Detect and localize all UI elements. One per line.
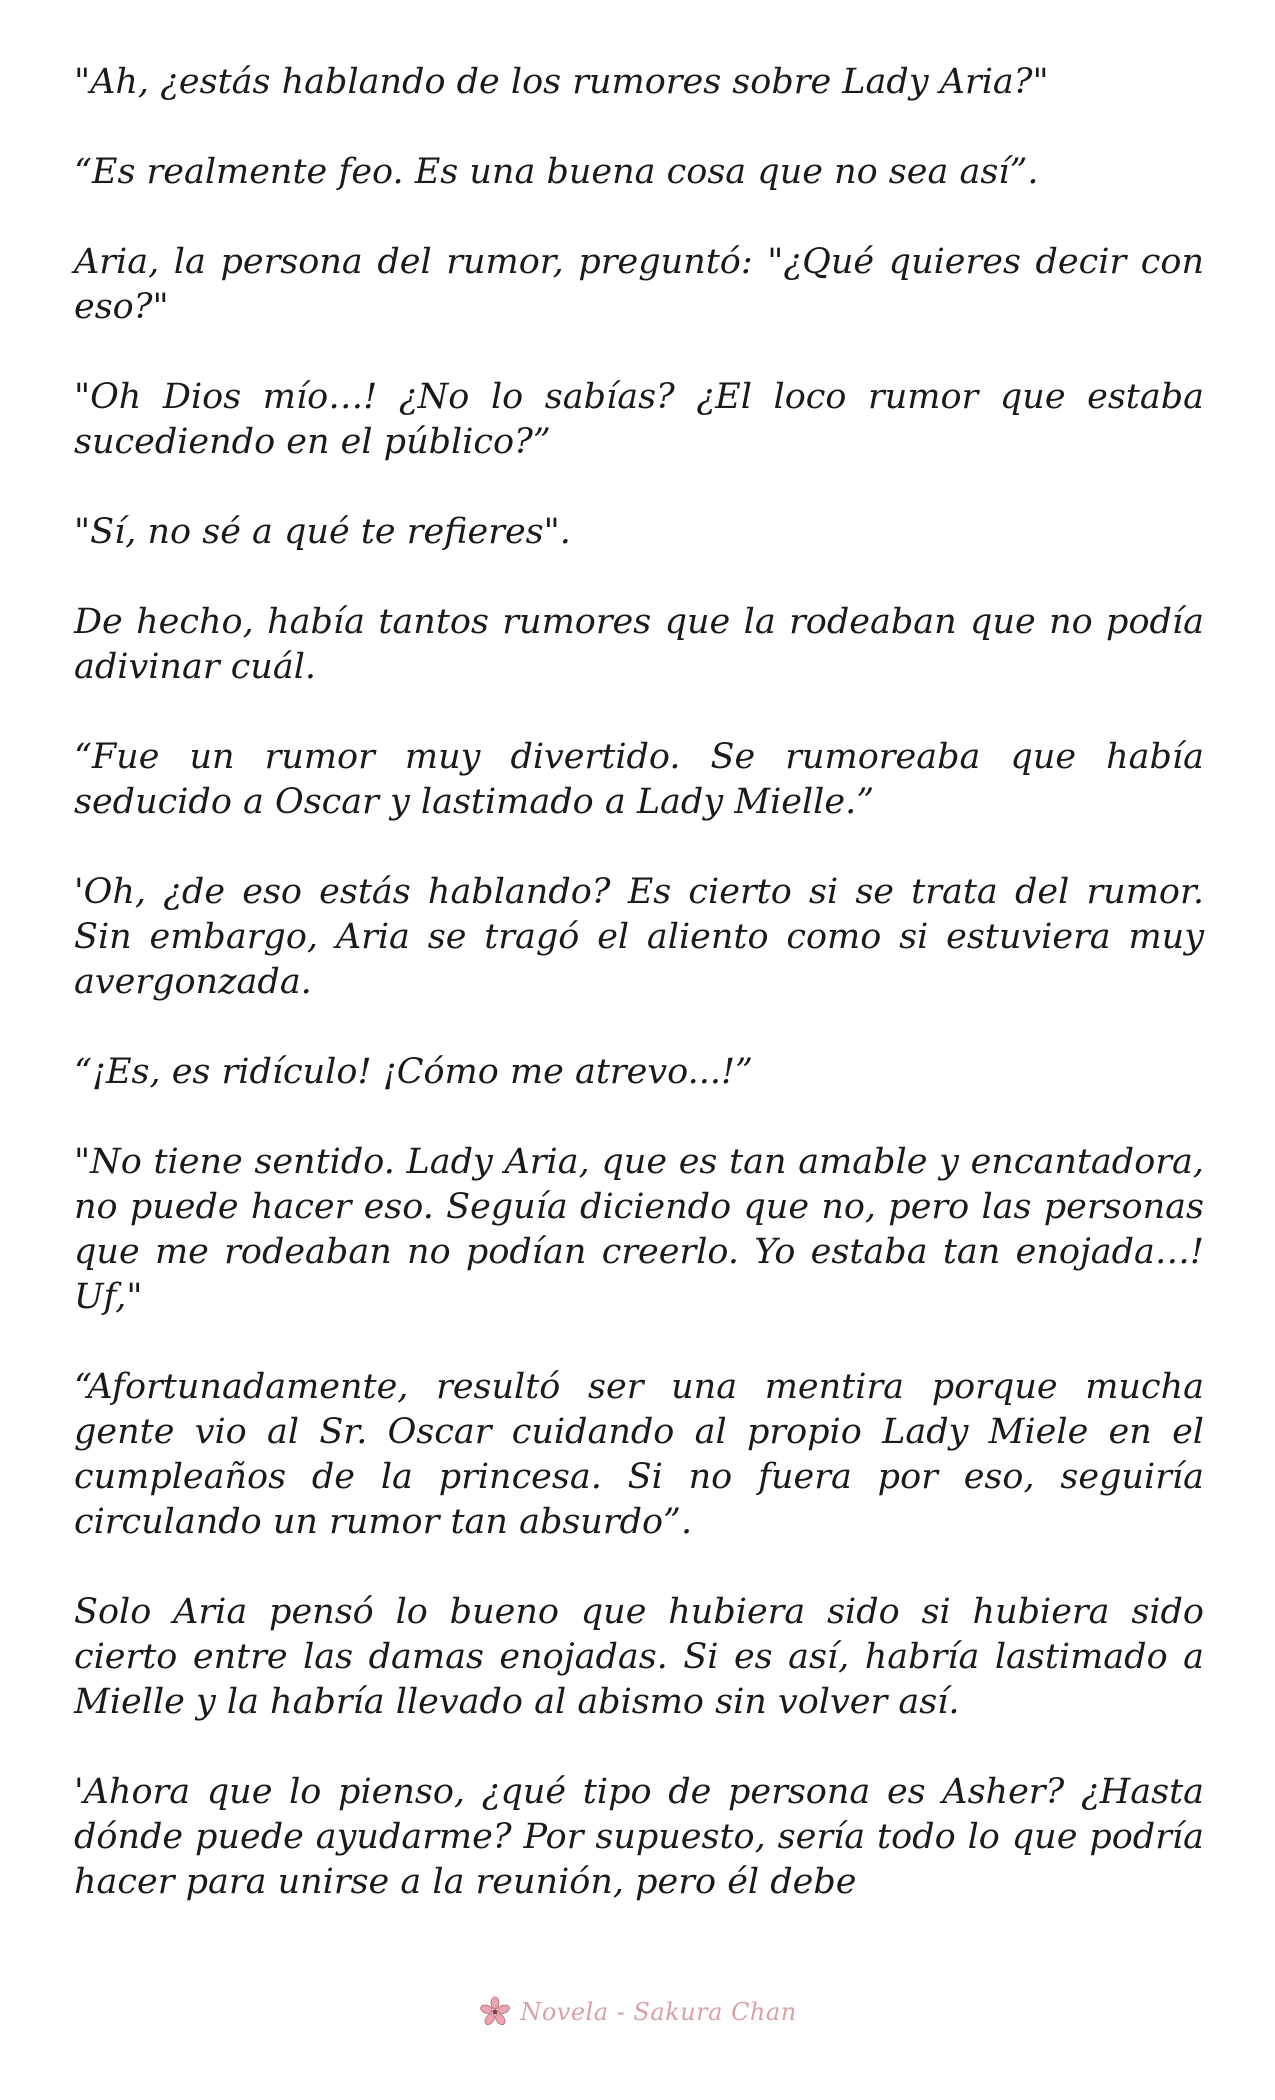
- paragraph-6: De hecho, había tantos rumores que la rodeaban que no podía adivinar cuál.: [74, 602, 1204, 687]
- paragraph-1: "Ah, ¿estás hablando de los rumores sobre Lady Aria?": [74, 62, 1049, 102]
- sakura-flower-icon: [478, 1995, 512, 2029]
- document-body: [74, 60, 1204, 1950]
- paragraph-10: "No tiene sentido. Lady Aria, que es tan amable y encantadora, no puede hacer eso. Seguía diciendo que no, pero las personas que me rodeaban no podían creerlo. Yo estaba tan enojada…! Uf,": [74, 1142, 1204, 1317]
- paragraph-8: 'Oh, ¿de eso estás hablando? Es cierto si se trata del rumor. Sin embargo, Aria se tragó el aliento como si estuviera muy avergonzada.: [74, 872, 1204, 1002]
- watermark: [0, 1992, 1275, 2032]
- paragraph-5: "Sí, no sé a qué te refieres".: [74, 512, 571, 552]
- paragraph-13: 'Ahora que lo pienso, ¿qué tipo de persona es Asher? ¿Hasta dónde puede ayudarme? Por supuesto, sería todo lo que podría hacer para unirse a la reunión, pero él debe: [74, 1772, 1204, 1902]
- paragraph-2: “Es realmente feo. Es una buena cosa que no sea así”.: [74, 152, 1039, 192]
- paragraph-9: “¡Es, es ridículo! ¡Cómo me atrevo...!”: [74, 1052, 753, 1092]
- paragraph-3: Aria, la persona del rumor, preguntó: "¿Qué quieres decir con eso?": [74, 242, 1204, 327]
- watermark-text: Novela - Sakura Chan: [520, 1998, 797, 2026]
- paragraph-11: “Afortunadamente, resultó ser una mentira porque mucha gente vio al Sr. Oscar cuidando al propio Lady Miele en el cumpleaños de la princesa. Si no fuera por eso, seguiría circulando un rumor tan absurdo”.: [74, 1367, 1204, 1542]
- paragraph-12: Solo Aria pensó lo bueno que hubiera sido si hubiera sido cierto entre las damas enojadas. Si es así, habría lastimado a Mielle y la habría llevado al abismo sin volver así.: [74, 1592, 1204, 1722]
- paragraph-7: “Fue un rumor muy divertido. Se rumoreaba que había seducido a Oscar y lastimado a Lady Mielle.”: [74, 737, 1204, 822]
- paragraph-4: "Oh Dios mío…! ¿No lo sabías? ¿El loco rumor que estaba sucediendo en el público?”: [74, 377, 1204, 462]
